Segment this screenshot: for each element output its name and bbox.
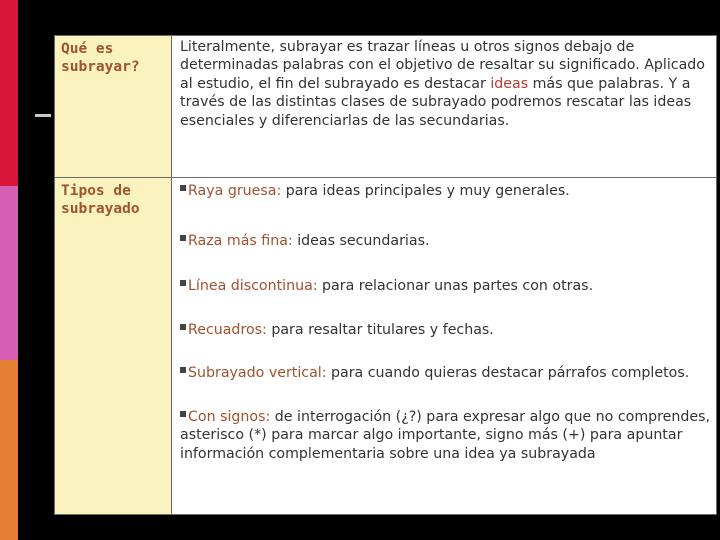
list-item bbox=[180, 182, 712, 200]
square-bullet-icon bbox=[180, 280, 186, 286]
list-item-term: Con signos: bbox=[188, 409, 271, 426]
list-item-desc: para cuando quieras destacar párrafos completos. bbox=[326, 364, 690, 381]
list-item-desc: para ideas principales y muy generales. bbox=[281, 183, 570, 199]
square-bullet-icon bbox=[180, 411, 186, 417]
table-row-types bbox=[55, 178, 717, 515]
definition-text bbox=[172, 36, 717, 178]
square-bullet-icon bbox=[180, 235, 186, 241]
row-label-types-text: Tipos de subrayado bbox=[61, 183, 140, 217]
list-item-desc: para resaltar titulares y fechas. bbox=[266, 322, 494, 339]
list-item bbox=[180, 364, 712, 382]
list-item bbox=[180, 408, 712, 463]
square-bullet-icon bbox=[180, 324, 186, 330]
definition-text-part1: Literalmente, subrayar es trazar líneas u otros signos debajo de determinadas palabras con el objetivo de resaltar su significado. Aplicado al estudio, el fin del subrayado es destacar bbox=[180, 39, 705, 92]
row-label-types bbox=[55, 178, 172, 515]
decorative-stripe-pink bbox=[0, 186, 18, 360]
definition-highlight-word: ideas bbox=[490, 75, 529, 92]
row-label-definition bbox=[55, 36, 172, 178]
square-bullet-icon bbox=[180, 367, 186, 373]
table-row-definition bbox=[55, 36, 717, 178]
definition-text-part2: más que palabras. Y a través de las distintas clases de subrayado podremos rescatar las ideas esenciales y diferenciarlas de las secundarias. bbox=[180, 75, 692, 129]
list-item-term: Raza más fina: bbox=[188, 233, 293, 250]
list-item bbox=[180, 232, 712, 250]
list-item-desc: para relacionar unas partes con otras. bbox=[317, 277, 594, 294]
list-item-term: Raya gruesa: bbox=[188, 183, 282, 199]
list-item-term: Subrayado vertical: bbox=[188, 364, 327, 381]
list-item-desc: de interrogación (¿?) para expresar algo que no comprendes, asterisco (*) para marcar algo importante, signo más (+) para apuntar información complementaria sobre una idea ya subrayada bbox=[180, 409, 711, 462]
row-label-definition-text: Qué es subrayar? bbox=[61, 41, 140, 75]
list-item bbox=[180, 277, 712, 295]
decorative-stripe-orange bbox=[0, 360, 18, 540]
content-table bbox=[54, 35, 717, 515]
types-list bbox=[172, 178, 717, 515]
list-item-desc: ideas secundarias. bbox=[292, 233, 430, 250]
decorative-stripe-red bbox=[0, 0, 18, 186]
list-item bbox=[180, 321, 712, 339]
accent-dash bbox=[35, 114, 51, 117]
list-item-term: Línea discontinua: bbox=[188, 277, 318, 294]
list-item-term: Recuadros: bbox=[188, 322, 267, 339]
square-bullet-icon bbox=[180, 185, 186, 191]
